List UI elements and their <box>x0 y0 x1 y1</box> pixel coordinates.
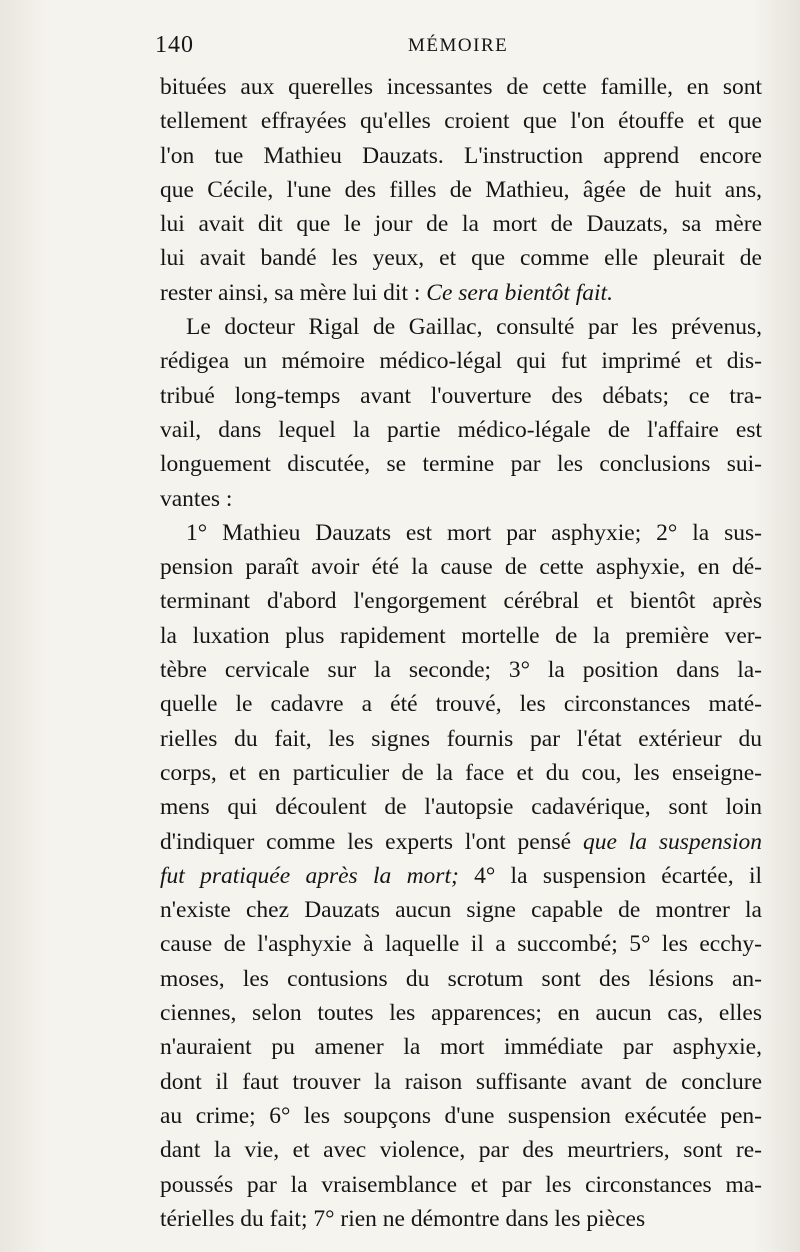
text-line: vantes : <box>160 485 233 512</box>
text-line: n'existe chez Dauzats aucun signe capable de montrer la <box>160 897 762 924</box>
text-line: pension paraît avoir été la cause de cette asphyxie, en dé- <box>160 554 762 581</box>
text-line: longuement discutée, se termine par les conclusions sui- <box>160 451 762 478</box>
text-line: rédigea un mémoire médico-légal qui fut imprimé et dis- <box>160 348 762 375</box>
text-line: cause de l'asphyxie à laquelle il a succombé; 5° les ecchy- <box>160 931 762 958</box>
text-line <box>160 276 762 310</box>
italic-quote: Ce sera bientôt fait. <box>426 279 613 306</box>
italic-phrase: que la suspension <box>582 828 763 855</box>
text-span: rester ainsi, sa mère lui dit : <box>160 279 421 306</box>
text-line: poussés par la vraisemblance et par les circonstances ma- <box>160 1171 762 1198</box>
text-line: que Cécile, l'une des filles de Mathieu, âgée de huit ans, <box>160 176 762 203</box>
text-line: corps, et en particulier de la face et du cou, les enseigne- <box>160 759 762 786</box>
text-line: 1° Mathieu Dauzats est mort par asphyxie; 2° la sus- <box>186 519 762 546</box>
page-header <box>155 32 755 62</box>
text-line: Le docteur Rigal de Gaillac, consulté par les prévenus, <box>186 314 762 341</box>
text-line: terminant d'abord l'engorgement cérébral et bientôt après <box>160 588 762 615</box>
text-line: la luxation plus rapidement mortelle de la première ver- <box>160 622 762 649</box>
text-line: tribué long-temps avant l'ouverture des débats; ce tra- <box>160 382 762 409</box>
text-line: bituées aux querelles incessantes de cette famille, en sont <box>160 74 762 100</box>
text-line: vail, dans lequel la partie médico-légale de l'affaire est <box>160 416 762 443</box>
text-line: lui avait bandé les yeux, et que comme elle pleurait de <box>160 245 762 272</box>
page-number: 140 <box>155 32 194 58</box>
running-title: MÉMOIRE <box>408 35 509 56</box>
text-line: dant la vie, et avec violence, par des meurtriers, sont re- <box>160 1137 762 1164</box>
text-span: 4° la suspension écartée, il <box>474 862 763 889</box>
body-text <box>160 70 762 1236</box>
text-line: térielles du fait; 7° rien ne démontre dans les pièces <box>160 1205 646 1232</box>
text-line <box>160 825 762 859</box>
text-line: au crime; 6° les soupçons d'une suspension exécutée pen- <box>160 1102 762 1129</box>
text-line: tellement effrayées qu'elles croient que l'on étouffe et que <box>160 108 762 135</box>
text-line: moses, les contusions du scrotum sont des lésions an- <box>160 965 762 992</box>
text-line: l'on tue Mathieu Dauzats. L'instruction apprend encore <box>160 142 762 169</box>
text-line: lui avait dit que le jour de la mort de Dauzats, sa mère <box>160 211 762 238</box>
text-line: n'auraient pu amener la mort immédiate par asphyxie, <box>160 1034 762 1061</box>
text-line: ciennes, selon toutes les apparences; en aucun cas, elles <box>160 1000 762 1027</box>
text-span: d'indiquer comme les experts l'ont pensé <box>160 828 572 855</box>
text-line: tèbre cervicale sur la seconde; 3° la position dans la- <box>160 657 762 684</box>
italic-phrase: fut pratiquée après la mort; <box>160 862 459 889</box>
text-line: mens qui découlent de l'autopsie cadavérique, sont loin <box>160 794 762 821</box>
text-line: quelle le cadavre a été trouvé, les circonstances maté- <box>160 691 762 718</box>
text-line: dont il faut trouver la raison suffisante avant de conclure <box>160 1068 762 1095</box>
text-line <box>160 859 762 893</box>
text-line: rielles du fait, les signes fournis par l'état extérieur du <box>160 725 762 752</box>
